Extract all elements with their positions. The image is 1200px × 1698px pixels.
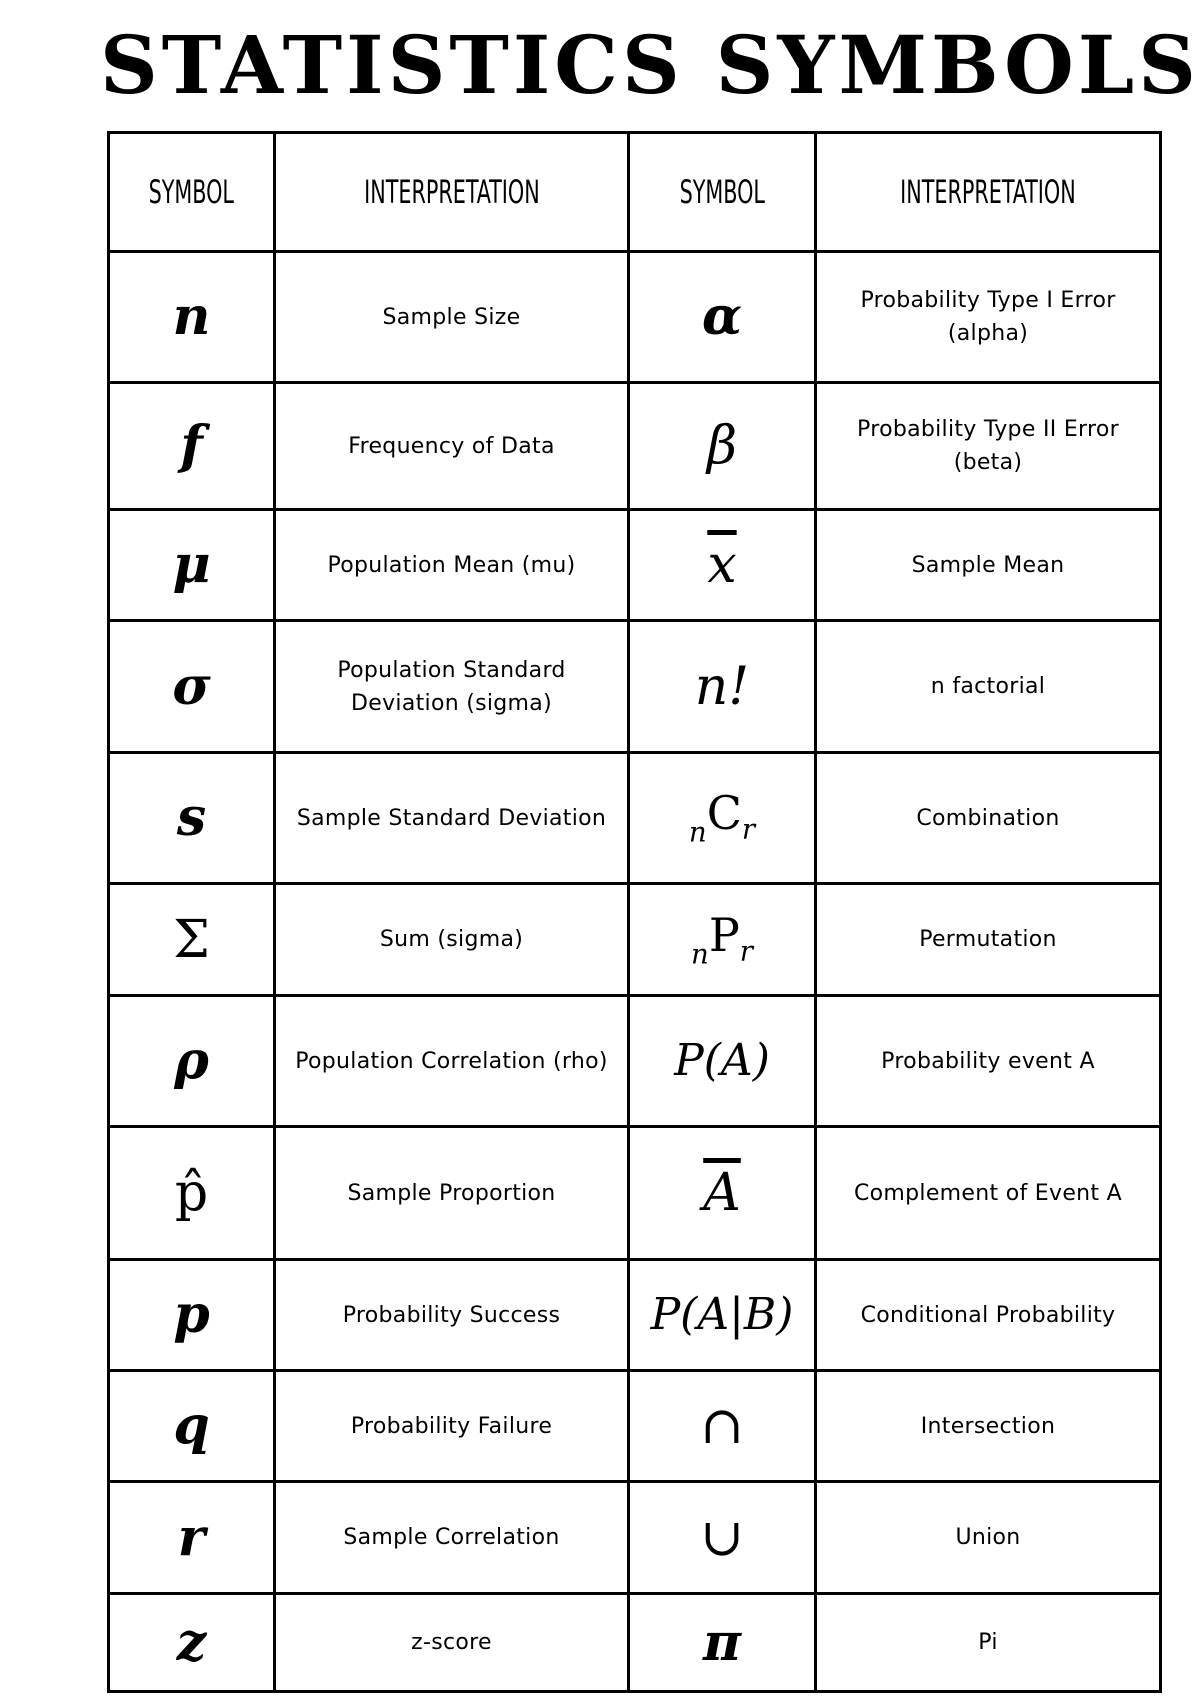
interpretation-cell: Sample Proportion bbox=[275, 1127, 629, 1260]
header-symbol-right: SYMBOL bbox=[629, 133, 816, 252]
conditional-probability-symbol: P(A|B) bbox=[629, 1260, 816, 1371]
p-symbol: p bbox=[109, 1260, 275, 1371]
interpretation-cell: n factorial bbox=[816, 621, 1161, 753]
table-row bbox=[109, 621, 1161, 753]
interpretation-cell: Sample Standard Deviation bbox=[275, 753, 629, 884]
interpretation-cell: Union bbox=[816, 1482, 1161, 1594]
header-interpretation-right: INTERPRETATION bbox=[816, 133, 1161, 252]
symbols-table bbox=[107, 131, 1162, 1693]
sigma-symbol: σ bbox=[109, 621, 275, 753]
interpretation-cell: Intersection bbox=[816, 1371, 1161, 1482]
table-row bbox=[109, 753, 1161, 884]
a-bar-symbol: $\overline{A}$ bbox=[629, 1127, 816, 1260]
table-row bbox=[109, 252, 1161, 383]
table-row bbox=[109, 510, 1161, 621]
interpretation-cell: Combination bbox=[816, 753, 1161, 884]
n-factorial-symbol: n! bbox=[629, 621, 816, 753]
table-row bbox=[109, 1594, 1161, 1692]
z-symbol: z bbox=[109, 1594, 275, 1692]
header-row bbox=[109, 133, 1161, 252]
interpretation-cell: Population Correlation (rho) bbox=[275, 996, 629, 1127]
probability-a-symbol: P(A) bbox=[629, 996, 816, 1127]
capital-sigma-symbol: Σ bbox=[109, 884, 275, 996]
f-symbol: f bbox=[109, 383, 275, 510]
alpha-symbol: α bbox=[629, 252, 816, 383]
interpretation-cell: Probability Type II Error (beta) bbox=[816, 383, 1161, 510]
combination-symbol: $_nC_r$ bbox=[629, 753, 816, 884]
p-hat-symbol: p̂ bbox=[109, 1127, 275, 1260]
table-row bbox=[109, 996, 1161, 1127]
n-symbol: n bbox=[109, 252, 275, 383]
header-symbol-left: SYMBOL bbox=[109, 133, 275, 252]
rho-symbol: ρ bbox=[109, 996, 275, 1127]
intersection-symbol: ∩ bbox=[629, 1371, 816, 1482]
interpretation-cell: Pi bbox=[816, 1594, 1161, 1692]
header-interpretation-left: INTERPRETATION bbox=[275, 133, 629, 252]
table-row bbox=[109, 1127, 1161, 1260]
table-row bbox=[109, 884, 1161, 996]
interpretation-cell: Permutation bbox=[816, 884, 1161, 996]
interpretation-cell: Probability Success bbox=[275, 1260, 629, 1371]
interpretation-cell: Population Standard Deviation (sigma) bbox=[275, 621, 629, 753]
q-symbol: q bbox=[109, 1371, 275, 1482]
interpretation-cell: z-score bbox=[275, 1594, 629, 1692]
interpretation-cell: Conditional Probability bbox=[816, 1260, 1161, 1371]
interpretation-cell: Frequency of Data bbox=[275, 383, 629, 510]
permutation-symbol: $_nP_r$ bbox=[629, 884, 816, 996]
interpretation-cell: Population Mean (mu) bbox=[275, 510, 629, 621]
table-row bbox=[109, 1482, 1161, 1594]
table-row bbox=[109, 1260, 1161, 1371]
interpretation-cell: Probability event A bbox=[816, 996, 1161, 1127]
r-symbol: r bbox=[109, 1482, 275, 1594]
interpretation-cell: Probability Failure bbox=[275, 1371, 629, 1482]
interpretation-cell: Probability Type I Error (alpha) bbox=[816, 252, 1161, 383]
beta-symbol: β bbox=[629, 383, 816, 510]
page-title: STATISTICS SYMBOLS bbox=[100, 18, 1200, 112]
interpretation-cell: Sample Size bbox=[275, 252, 629, 383]
table-row bbox=[109, 383, 1161, 510]
pi-symbol: π bbox=[629, 1594, 816, 1692]
union-symbol: ∪ bbox=[629, 1482, 816, 1594]
interpretation-cell: Sample Mean bbox=[816, 510, 1161, 621]
x-bar-symbol: $\overline{x}$ bbox=[629, 510, 816, 621]
interpretation-cell: Complement of Event A bbox=[816, 1127, 1161, 1260]
interpretation-cell: Sample Correlation bbox=[275, 1482, 629, 1594]
s-symbol: s bbox=[109, 753, 275, 884]
table-row bbox=[109, 1371, 1161, 1482]
mu-symbol: μ bbox=[109, 510, 275, 621]
interpretation-cell: Sum (sigma) bbox=[275, 884, 629, 996]
